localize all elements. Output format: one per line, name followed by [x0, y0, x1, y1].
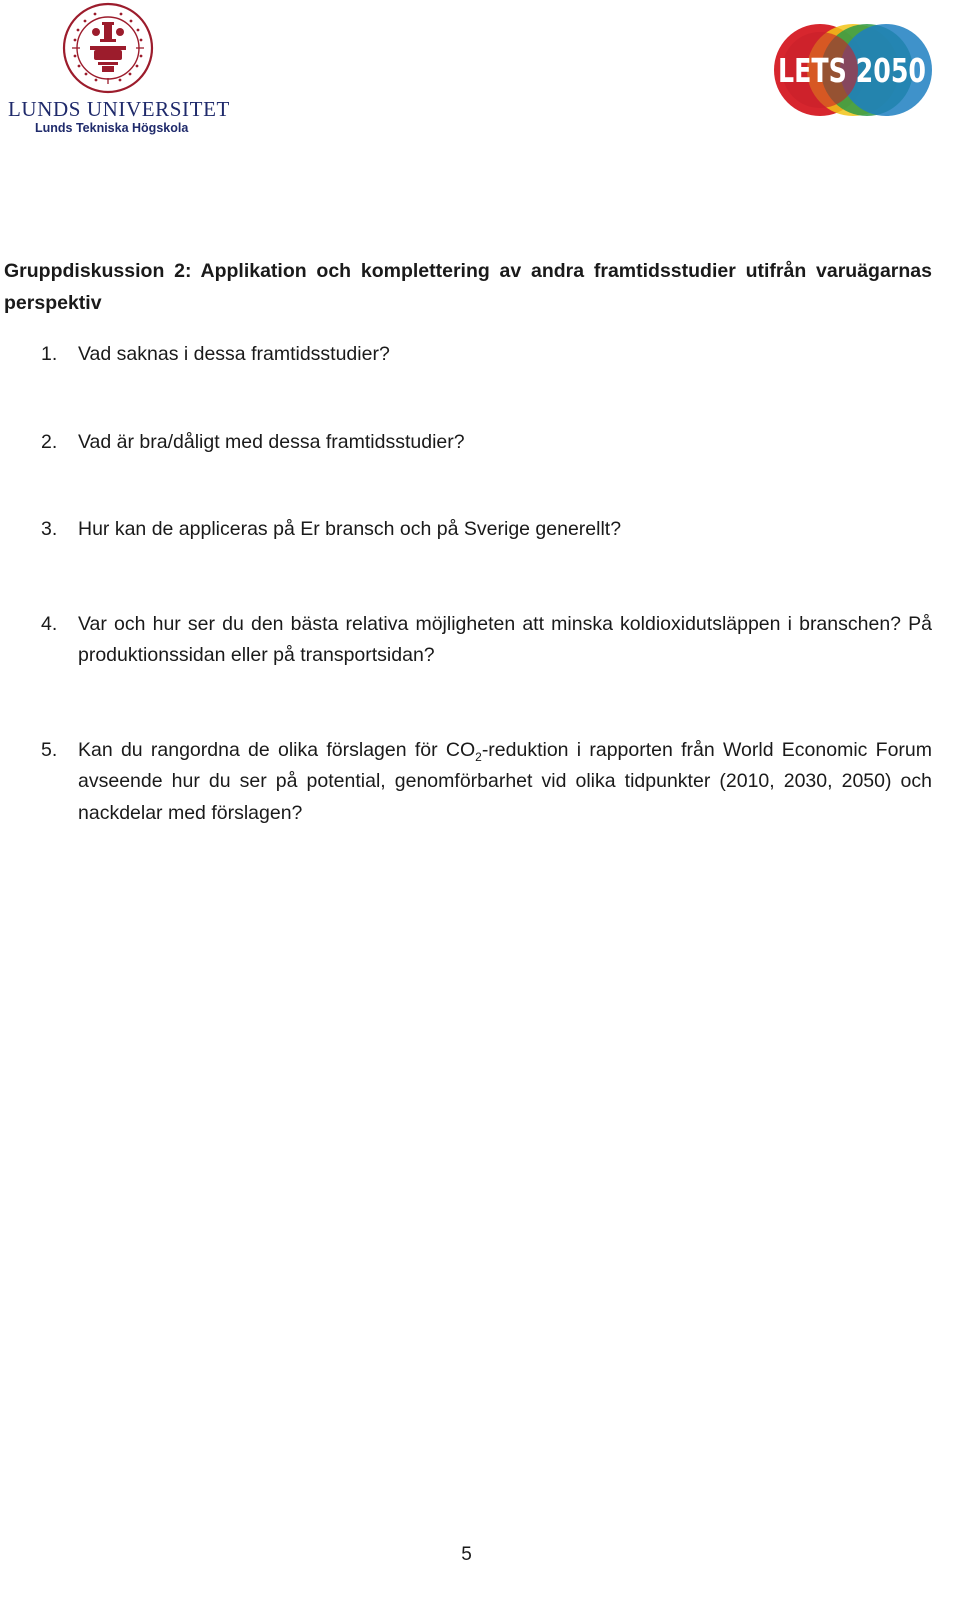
university-name: LUNDS UNIVERSITET [8, 97, 230, 121]
question-number: 5. [41, 738, 58, 761]
discussion-heading: Gruppdiskussion 2: Applikation och komplettering av andra framtidsstudier utifrån varuägarnas perspektiv [4, 260, 932, 314]
question-text-part: -reduktion i rapporten från World Economic Forum avseende hur du ser på potential, genomförbarhet vid olika tidpunkter (2010, 2030, 2050) och nackdelar med förslagen? [78, 738, 933, 824]
question-text: Vad är bra/dåligt med dessa framtidsstudier? [78, 430, 465, 453]
question-number: 3. [41, 518, 58, 540]
question-text: Var och hur ser du den bästa relativa möjligheten att minska koldioxidutsläppen i branschen? På produktionssidan eller på transportsidan? [78, 612, 932, 666]
question-list [4, 339, 932, 829]
co2-subscript: 2 [475, 749, 482, 764]
question-1 [4, 339, 932, 371]
faculty-name: Lunds Tekniska Högskola [35, 121, 189, 135]
question-2 [4, 427, 932, 459]
question-number: 4. [41, 612, 58, 635]
question-text: Hur kan de appliceras på Er bransch och på Sverige generellt? [78, 518, 622, 540]
question-4 [4, 609, 932, 672]
question-3 [4, 514, 932, 546]
question-text [78, 739, 932, 824]
lets-2050-logo [772, 22, 934, 118]
lund-university-logo [4, 0, 230, 140]
lets-2050-logo-graphic [772, 22, 934, 118]
question-number: 1. [41, 343, 58, 365]
page-header [0, 0, 960, 150]
question-5 [4, 735, 932, 830]
question-text-part: Kan du rangordna de olika förslagen för CO [78, 738, 476, 761]
question-number: 2. [41, 430, 58, 453]
document-body [4, 256, 932, 829]
lets-2050-logo-text: LETS 2050 [778, 51, 926, 90]
lund-university-seal-icon [62, 2, 154, 94]
page-number: 5 [461, 1544, 472, 1565]
question-text: Vad saknas i dessa framtidsstudier? [78, 343, 390, 365]
